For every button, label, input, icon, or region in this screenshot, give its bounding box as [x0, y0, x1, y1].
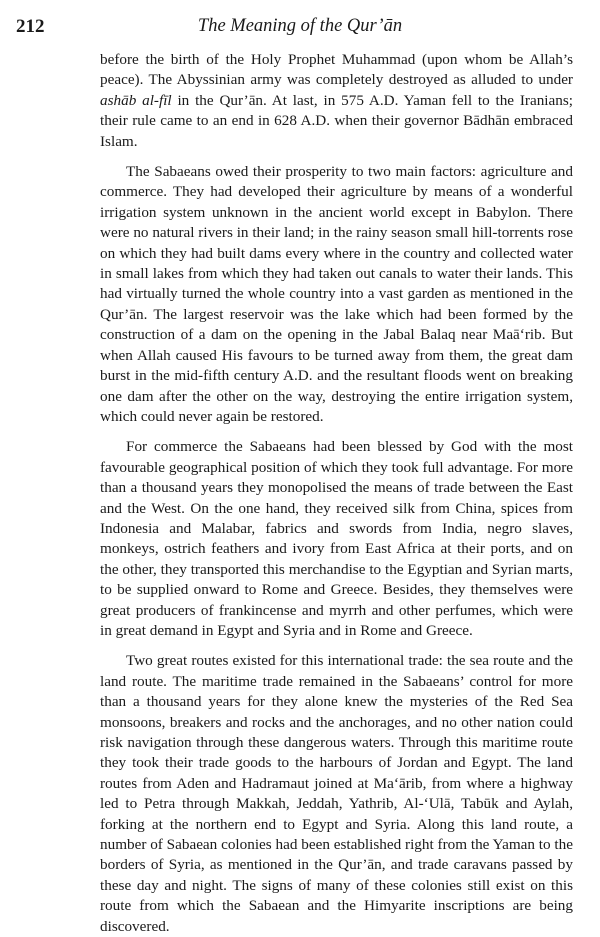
page-header — [16, 14, 584, 44]
italic-term: ashāb al-fīl — [100, 91, 172, 109]
paragraph-commerce-position — [0, 437, 600, 641]
text-segment: in the Qur’ān. At last, in 575 A.D. Yaman fell to the Iranians; their rule came to an end in 628 A.D. when their governor Bādhān embraced Islam. — [100, 91, 573, 150]
text-segment: Two great routes existed for this international trade: the sea route and the land route. The maritime trade remained in the Sabaeans’ control for more than a thousand years for they alone knew the mysteries of the Red Sea monsoons, breakers and rocks and the anchorages, and no other nation could risk navigation through these dangerous waters. Through this maritime route they took their trade goods to the harbours of Jordan and Egypt. The land routes from Aden and Hadramaut joined at Ma‘ārib, from where a highway led to Petra through Makkah, Jeddah, Yathrib, Al-‘Ulā, Tabūk and Aylah, forking at the northern end to Egypt and Syria. Along this land route, a number of Sabaean colonies had been established right from the Yaman to the borders of Syria, as mentioned in the Qur’ān, and trade caravans passed by these day and night. The signs of many of these colonies still exist on this route from which the Sabaean and the Himyarite inscriptions are being discovered. — [100, 652, 573, 935]
page-body — [0, 50, 600, 937]
paragraph-continued — [0, 50, 600, 152]
paragraph-agriculture-commerce — [0, 162, 600, 427]
text-segment: before the birth of the Holy Prophet Muhammad (upon whom be Allah’s peace). The Abyssinian army was completely destroyed as alluded to under — [100, 51, 573, 89]
running-title: The Meaning of the Qur’ān — [197, 16, 403, 36]
page-number: 212 — [16, 16, 45, 37]
paragraph-trade-routes — [0, 651, 600, 937]
text-segment: The Sabaeans owed their prosperity to two main factors: agriculture and commerce. They had developed their agriculture by means of a wonderful irrigation system unknown in the ancient world except in Babylon. There were no natural rivers in their land; in the rainy season small hill-torrents rose on which they had built dams every where in the country and collected water in small lakes from which they had taken out canals to water their lands. This had virtually turned the whole country into a vast garden as mentioned in the Qur’ān. The largest reservoir was the lake which had been formed by the construction of a dam on the opening in the Jabal Balaq near Maā‘rib. But when Allah caused His favours to be turned away from them, the great dam burst in the mid-fifth century A.D. and the resultant floods went on breaking one dam after the other on the way, destroying the entire irrigation system, which could never again be restored. — [100, 163, 573, 425]
text-segment: For commerce the Sabaeans had been blessed by God with the most favourable geographical position of which they took full advantage. For more than a thousand years they monopolised the means of trade between the East and the West. On the one hand, they received silk from China, spices from Indonesia and Malabar, fabrics and swords from India, negro slaves, monkeys, ostrich feathers and ivory from East Africa at their ports, and on the other, they transported this merchandise to the Egyptian and Syrian marts, to be supplied onward to Rome and Greece. Besides, they themselves were great producers of frankincense and myrrh and other perfumes, which were in great demand in Egypt and Syria and in Rome and Greece. — [100, 438, 573, 639]
